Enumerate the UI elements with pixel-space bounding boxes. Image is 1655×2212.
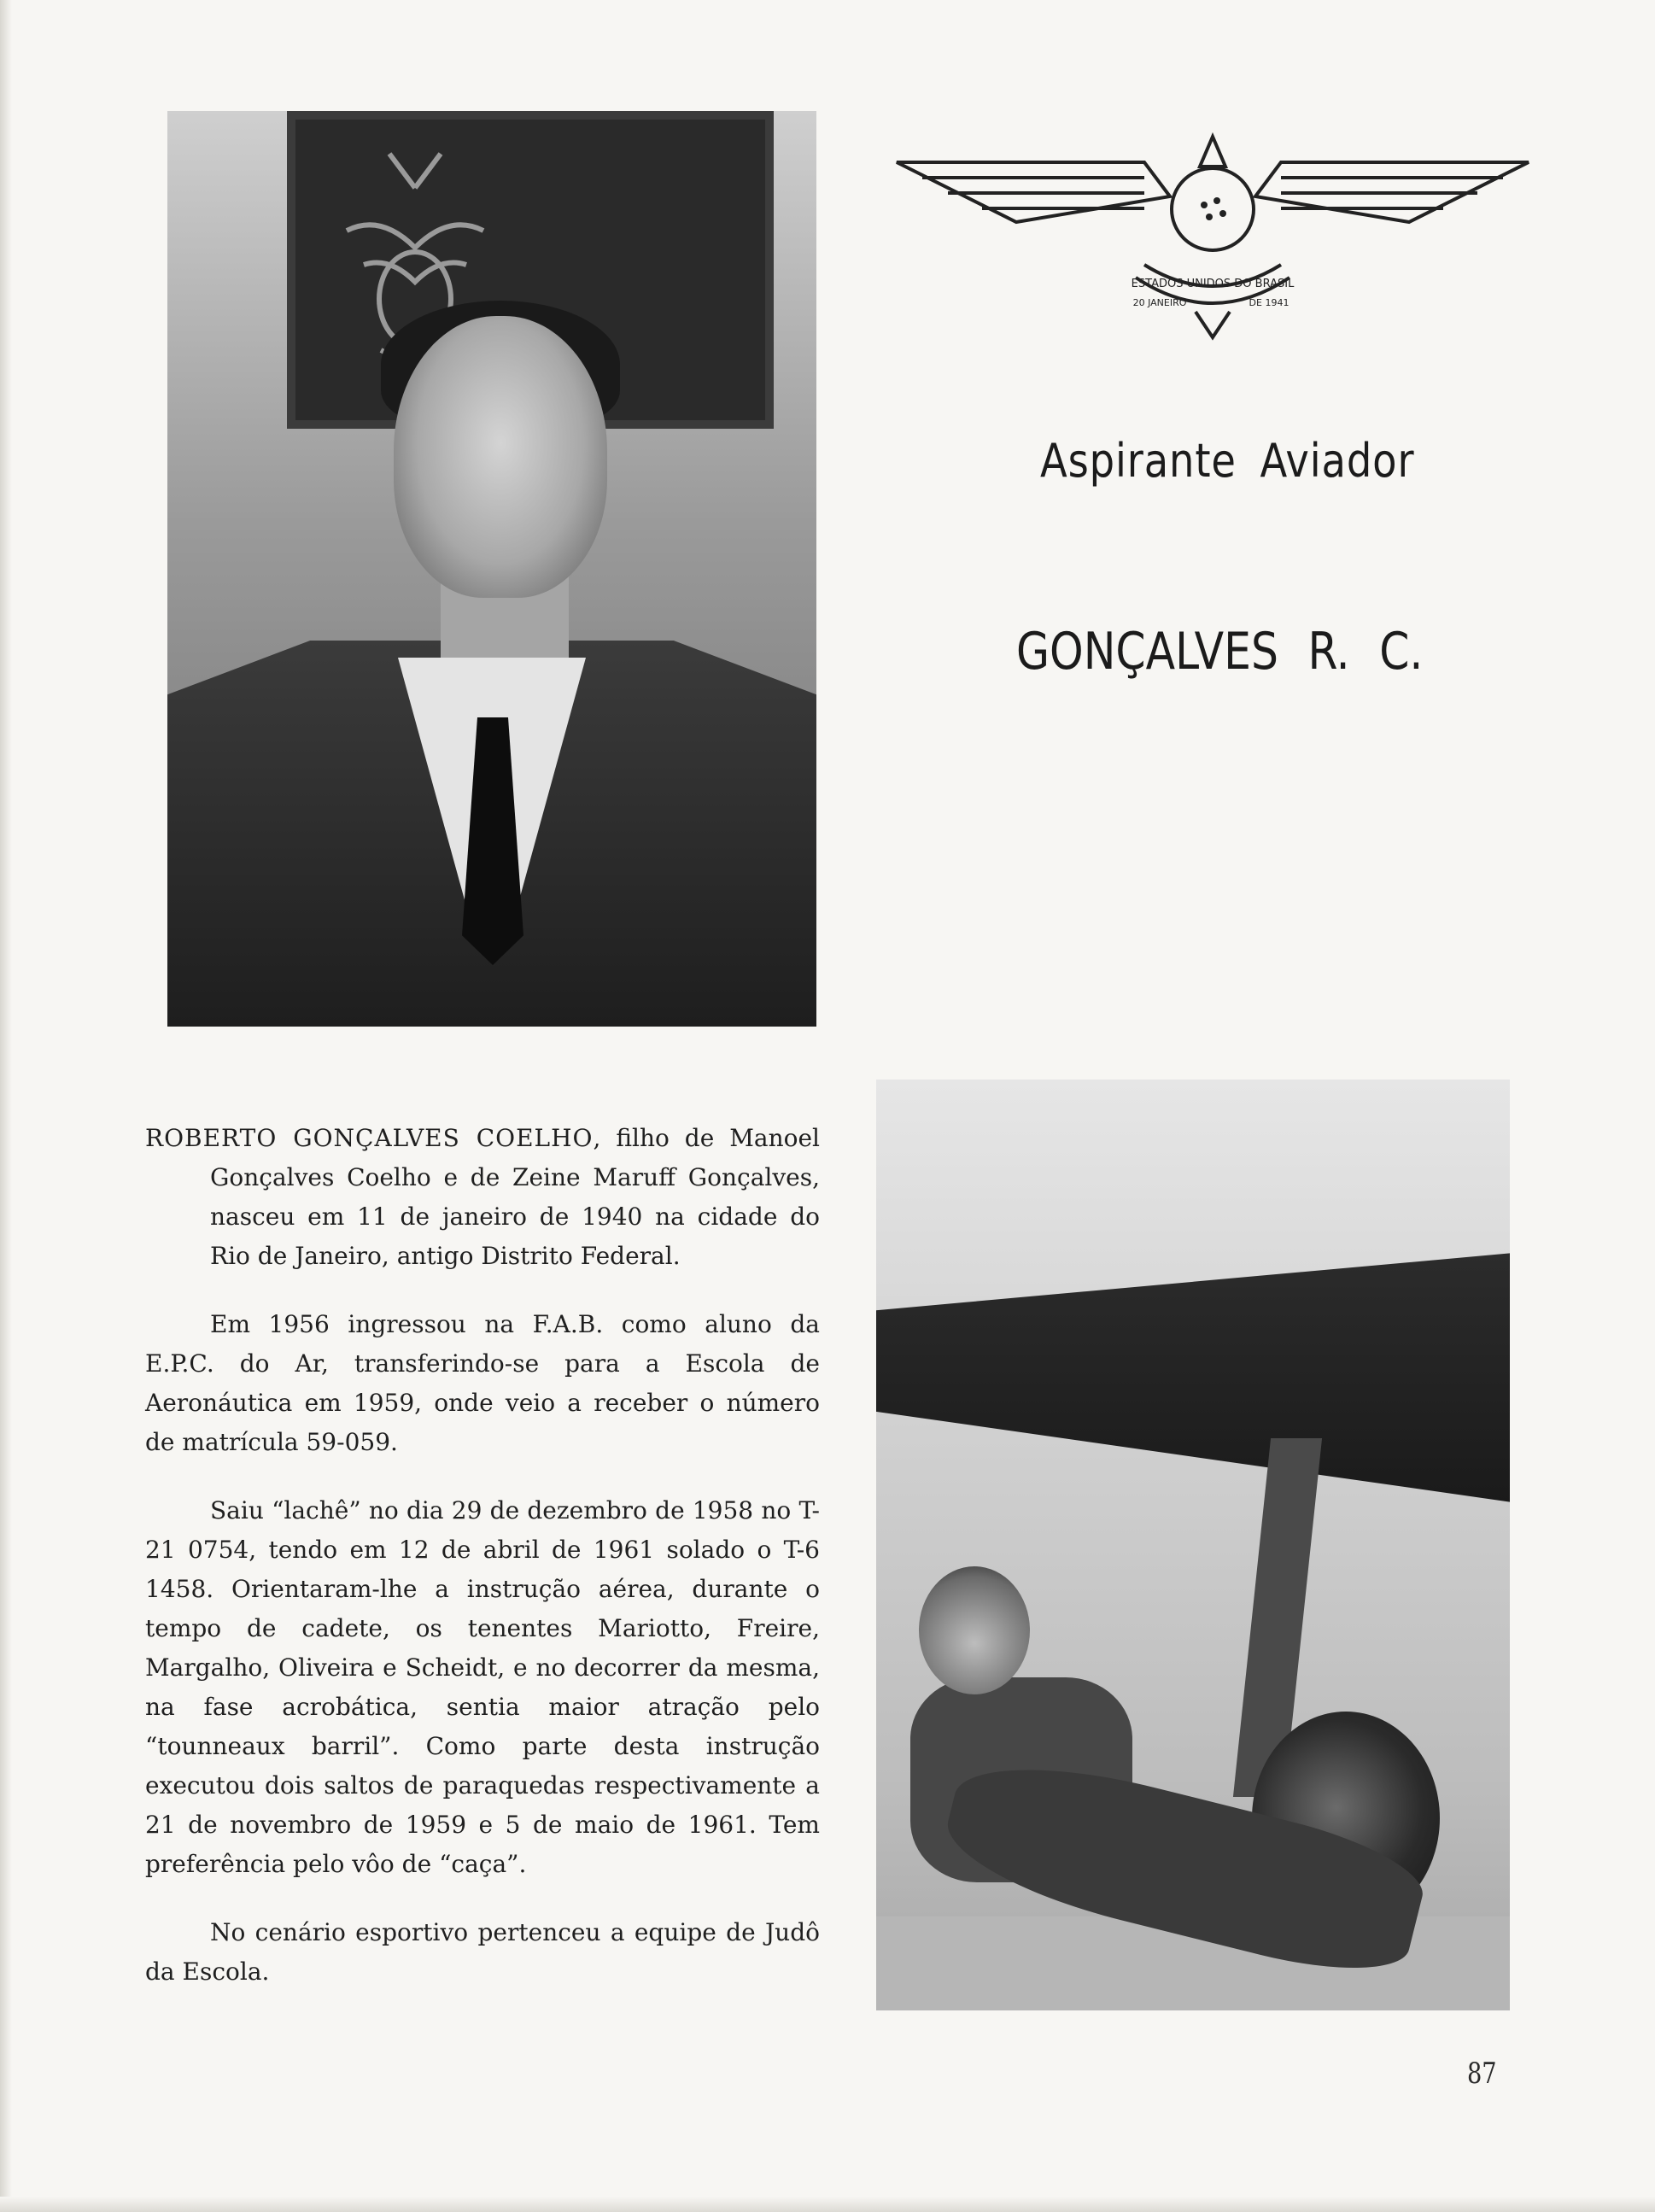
portrait-photo	[167, 111, 816, 1027]
insignia-ribbon-right: DE 1941	[1249, 297, 1289, 308]
face	[394, 316, 607, 598]
bio-paragraph-2: Em 1956 ingressou na F.A.B. como aluno da E.P.C. do Ar, transferindo-se para a Escola de Aeronáutica em 1959, onde veio a receber o número de matrícula 59-059.	[145, 1310, 820, 1456]
page-bottom-edge	[0, 2197, 1655, 2212]
bio-paragraph-3: Saiu “lachê” no dia 29 de dezembro de 1958 no T-21 0754, tendo em 12 de abril de 1961 solado o T-6 1458. Orientaram-lhe a instrução aérea, durante o tempo de cadete, os tenentes Mariotto, Freire, Margalho, Oliveira e Scheidt, e no decorrer da mesma, na fase acrobática, sentia maior atração pelo “tounneaux barril”. Como parte desta instrução executou dois saltos de paraquedas respectivamente a 21 de novembro de 1959 e 5 de maio de 1961. Tem preferência pelo vôo de “caça”.	[145, 1496, 820, 1878]
bio-full-name: ROBERTO GONÇALVES COELHO	[145, 1124, 594, 1152]
pilot-wings-insignia-icon	[888, 128, 1537, 342]
page-edge	[0, 0, 12, 2212]
cadet-name-title: GONÇALVES R. C.	[1016, 622, 1424, 682]
insignia-banner-text: ESTADOS UNIDOS DO BRASIL	[1131, 278, 1295, 290]
biography-text	[145, 1119, 820, 2021]
pilot-head	[919, 1566, 1030, 1694]
aircraft-photo	[876, 1080, 1510, 2010]
rank-title: Aspirante Aviador	[1040, 434, 1415, 488]
page-number: 87	[1467, 2057, 1497, 2091]
insignia-ribbon-left: 20 JANEIRO	[1132, 297, 1187, 308]
bio-paragraph-1-text: , filho de Manoel Gonçalves Coelho e de Zeine Maruff Gonçalves, nasceu em 11 de janeiro de 1940 na cidade do Rio de Janeiro, antigo Distrito Federal.	[210, 1124, 820, 1270]
bio-paragraph-4: No cenário esportivo pertenceu a equipe de Judô da Escola.	[145, 1918, 820, 1986]
bio-paragraph-1	[145, 1119, 820, 1276]
